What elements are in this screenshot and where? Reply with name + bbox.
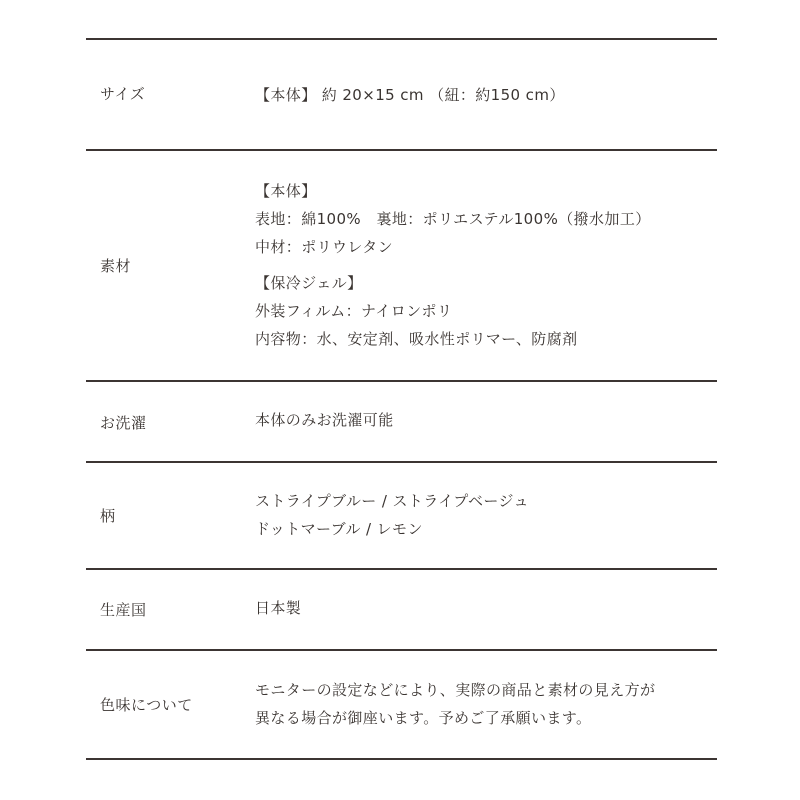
row-label-material: 素材 [100, 257, 132, 275]
value-line: 表地：綿100% 裏地：ポリエステル100%（撥水加工） [255, 210, 651, 228]
value-line: 中材：ポリウレタン [255, 238, 394, 256]
spec-row-pattern [86, 463, 717, 568]
row-label-size: サイズ [100, 85, 146, 103]
value-line: ストライプブルー / ストライプベージュ [255, 492, 529, 510]
value-line: ドットマーブル / レモン [255, 520, 423, 538]
value-line: 外装フィルム：ナイロンポリ [255, 302, 453, 320]
row-value-washing [255, 406, 394, 434]
spec-row-size [86, 40, 717, 149]
value-line: 異なる場合が御座います。予めご了承願います。 [255, 709, 592, 727]
value-line: 【保冷ジェル】 [255, 274, 363, 292]
row-value-country [255, 594, 301, 622]
row-label-country: 生産国 [100, 601, 147, 619]
value-line: モニターの設定などにより、実際の商品と素材の見え方が [255, 681, 656, 699]
row-value-size [255, 81, 565, 109]
spec-table [86, 38, 717, 760]
row-value-color-note [255, 676, 655, 732]
row-label-color-note: 色味について [100, 696, 193, 714]
row-label-washing: お洗濯 [100, 414, 147, 432]
value-line: 日本製 [255, 599, 302, 617]
spec-row-material [86, 151, 717, 380]
value-line: 本体のみお洗濯可能 [255, 411, 394, 429]
row-label-pattern: 柄 [100, 507, 116, 525]
divider [86, 758, 717, 760]
row-value-material [255, 177, 651, 353]
value-line: 【本体】 約 20×15 cm （紐：約150 cm） [255, 86, 565, 104]
spec-row-country [86, 570, 717, 649]
row-value-pattern [255, 487, 529, 543]
value-line: 内容物：水、安定剤、吸水性ポリマー、防腐剤 [255, 330, 578, 348]
spec-row-washing [86, 382, 717, 461]
value-line: 【本体】 [255, 182, 317, 200]
spec-row-color-note [86, 651, 717, 758]
